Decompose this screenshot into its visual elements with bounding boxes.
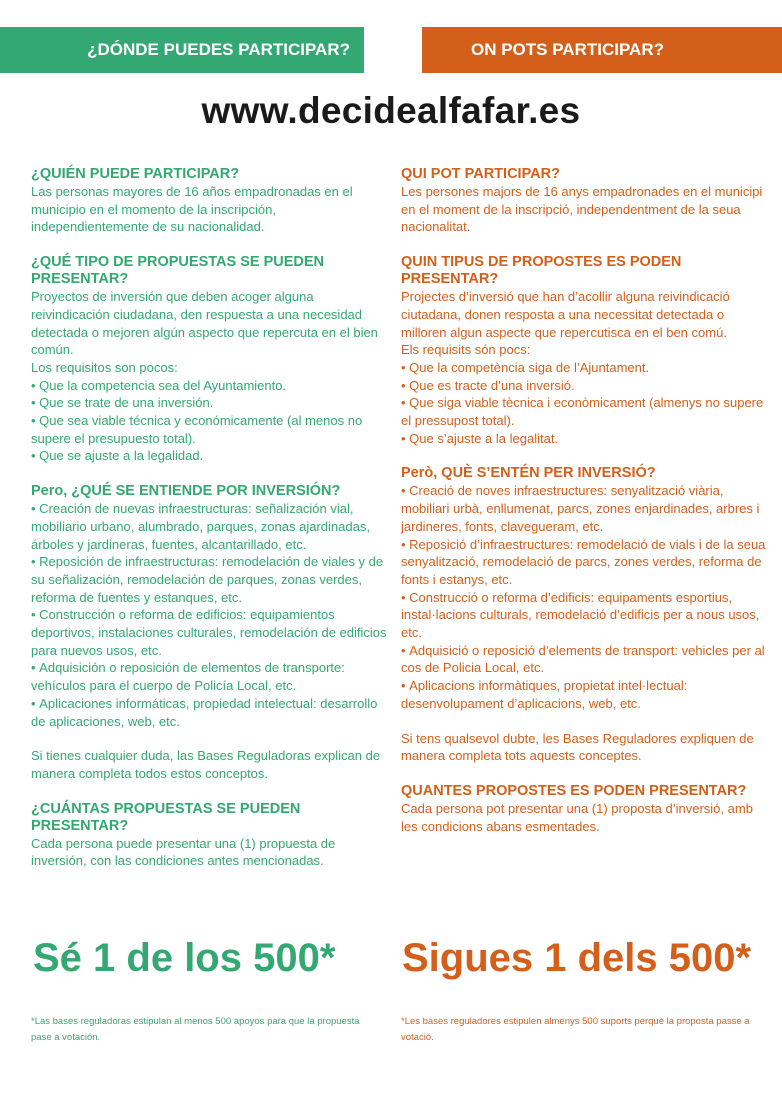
column-valencian: [401, 166, 771, 853]
list-item: • Reposición de infraestructuras: remodelación de viales y de su señalización, remodelación de parques, zonas verdes, reforma de fuentes y estanques, etc.: [31, 553, 391, 606]
list-item: • Creación de nuevas infraestructuras: señalización vial, mobiliario urbano, alumbrado, parques, zonas ajardinadas, árboles y jardineras, fuentes, alcantarillado, etc.: [31, 500, 391, 553]
list-item: • Creació de noves infraestructures: senyalització viària, mobiliari urbà, enllumenat, parcs, zones enjardinades, arbres i jardineres, fonts, clavegueram, etc.: [401, 482, 771, 535]
banner-spanish-text: ¿DÓNDE PUEDES PARTICIPAR?: [87, 40, 350, 59]
list-item: • Reposició d’infraestructures: remodelació de vials i de la seua senyalització, remodelació de parcs, zones verdes, reforma de fonts i estanys, etc.: [401, 536, 771, 589]
list-item: • Construcción o reforma de edificios: equipamientos deportivos, instalaciones culturales, remodelación de edificios para nuevos usos, etc.: [31, 606, 391, 659]
text-count: Cada persona puede presentar una (1) propuesta de inversión, con las condiciones antes mencionadas.: [31, 835, 336, 869]
list-item: • Que se ajuste a la legalidad.: [31, 447, 391, 465]
banner-spanish: [0, 27, 364, 73]
heading-investment: Però, QUÈ S’ENTÉN PER INVERSIÓ?: [401, 465, 656, 482]
list-item: • Adquisición o reposición de elementos de transporte: vehículos para el cuerpo de Policía Local, etc.: [31, 659, 391, 694]
list-item: • Que se trate de una inversión.: [31, 394, 391, 412]
list-item: • Que sea viable técnica y económicamente (al menos no supere el presupuesto total).: [31, 412, 391, 447]
list-item: • Construcció o reforma d’edificis: equipaments esportius, instal·lacions culturals, remodelació d’edificis per a nous usos, etc.: [401, 589, 771, 642]
list-item: • Que siga viable tècnica i econòmicament (almenys no supere el pressupost total).: [401, 394, 771, 429]
text-doubt: Si tens qualsevol dubte, les Bases Reguladores expliquen de manera completa tots aquests conceptes.: [401, 730, 754, 764]
investment-list: [31, 500, 391, 730]
footnote-spanish: *Las bases reguladoras estipulan al menos 500 apoyos para que la propuesta pase a votación.: [31, 1016, 360, 1043]
list-item: • Aplicacions informàtiques, propietat intel·lectual: desenvolupament d’aplicacions, web, etc.: [401, 677, 771, 712]
section-type: [401, 254, 771, 447]
footnote-valencian: *Les bases reguladores estipulen almenys 500 suports perquè la proposta passe a votació.: [401, 1016, 750, 1043]
list-item: • Que es tracte d’una inversió.: [401, 377, 771, 395]
text-type: Projectes d’inversió que han d’acollir alguna reivindicació ciutadana, donen resposta a una necessitat detectada o milloren algun aspecte que repercutisca en el ben comú.: [401, 289, 730, 340]
text-who: Les persones majors de 16 anys empadronades en el municipi en el moment de la inscripció, independentment de la seua nacionalitat.: [401, 184, 763, 235]
list-item: • Que la competència siga de l’Ajuntament.: [401, 359, 771, 377]
requirements-list: [401, 359, 771, 448]
slogan-valencian: Sigues 1 dels 500*: [402, 936, 752, 980]
heading-type: QUIN TIPUS DE PROPOSTES ES PODEN PRESENTAR?: [401, 254, 682, 288]
text-doubt: Si tienes cualquier duda, las Bases Reguladoras explican de manera completa todos estos conceptos.: [31, 748, 381, 781]
requirements-intro: Els requisits són pocs:: [401, 342, 531, 358]
heading-who: QUI POT PARTICIPAR?: [401, 166, 560, 182]
text-count: Cada persona pot presentar una (1) proposta d’inversió, amb les condicions abans esmentades.: [401, 800, 753, 834]
list-item: • Adquisició o reposició d’elements de transport: vehicles per al cos de Policia Local, etc.: [401, 642, 771, 677]
investment-list: [401, 482, 771, 712]
text-type: Proyectos de inversión que deben acoger alguna reivindicación ciudadana, den respuesta a una necesidad detectada o mejoren algún aspecto que repercuta en el bien común.: [31, 289, 378, 358]
list-item: • Que la competencia sea del Ayuntamiento.: [31, 377, 391, 395]
list-item: • Aplicaciones informáticas, propiedad intelectual: desarrollo de aplicaciones, web, etc.: [31, 695, 391, 730]
section-count: [31, 801, 391, 870]
requirements-list: [31, 377, 391, 466]
section-who: [31, 166, 391, 236]
heading-who: ¿QUIÉN PUEDE PARTICIPAR?: [31, 166, 240, 182]
heading-count: QUANTES PROPOSTES ES PODEN PRESENTAR?: [401, 782, 747, 799]
text-who: Las personas mayores de 16 años empadronadas en el municipio en el momento de la inscripción, independientemente de su nacionalidad.: [31, 184, 353, 235]
requirements-intro: Los requisitos son pocos:: [31, 359, 178, 375]
section-count: [401, 783, 771, 835]
section-type: [31, 254, 391, 465]
website-url[interactable]: www.decidealfafar.es: [201, 90, 581, 131]
banner-valencian-text: ON POTS PARTICIPAR?: [471, 40, 664, 59]
heading-count: ¿CUÁNTAS PROPUESTAS SE PUEDEN PRESENTAR?: [31, 800, 301, 834]
section-investment: [31, 483, 391, 783]
slogan-spanish: Sé 1 de los 500*: [33, 936, 336, 980]
section-who: [401, 166, 771, 236]
banner-valencian: [422, 27, 782, 73]
heading-investment: Pero, ¿QUÉ SE ENTIENDE POR INVERSIÓN?: [31, 483, 341, 500]
list-item: • Que s’ajuste a la legalitat.: [401, 430, 771, 448]
heading-type: ¿QUÉ TIPO DE PROPUESTAS SE PUEDEN PRESENTAR?: [31, 254, 325, 288]
section-investment: [401, 465, 771, 765]
column-spanish: [31, 166, 391, 888]
